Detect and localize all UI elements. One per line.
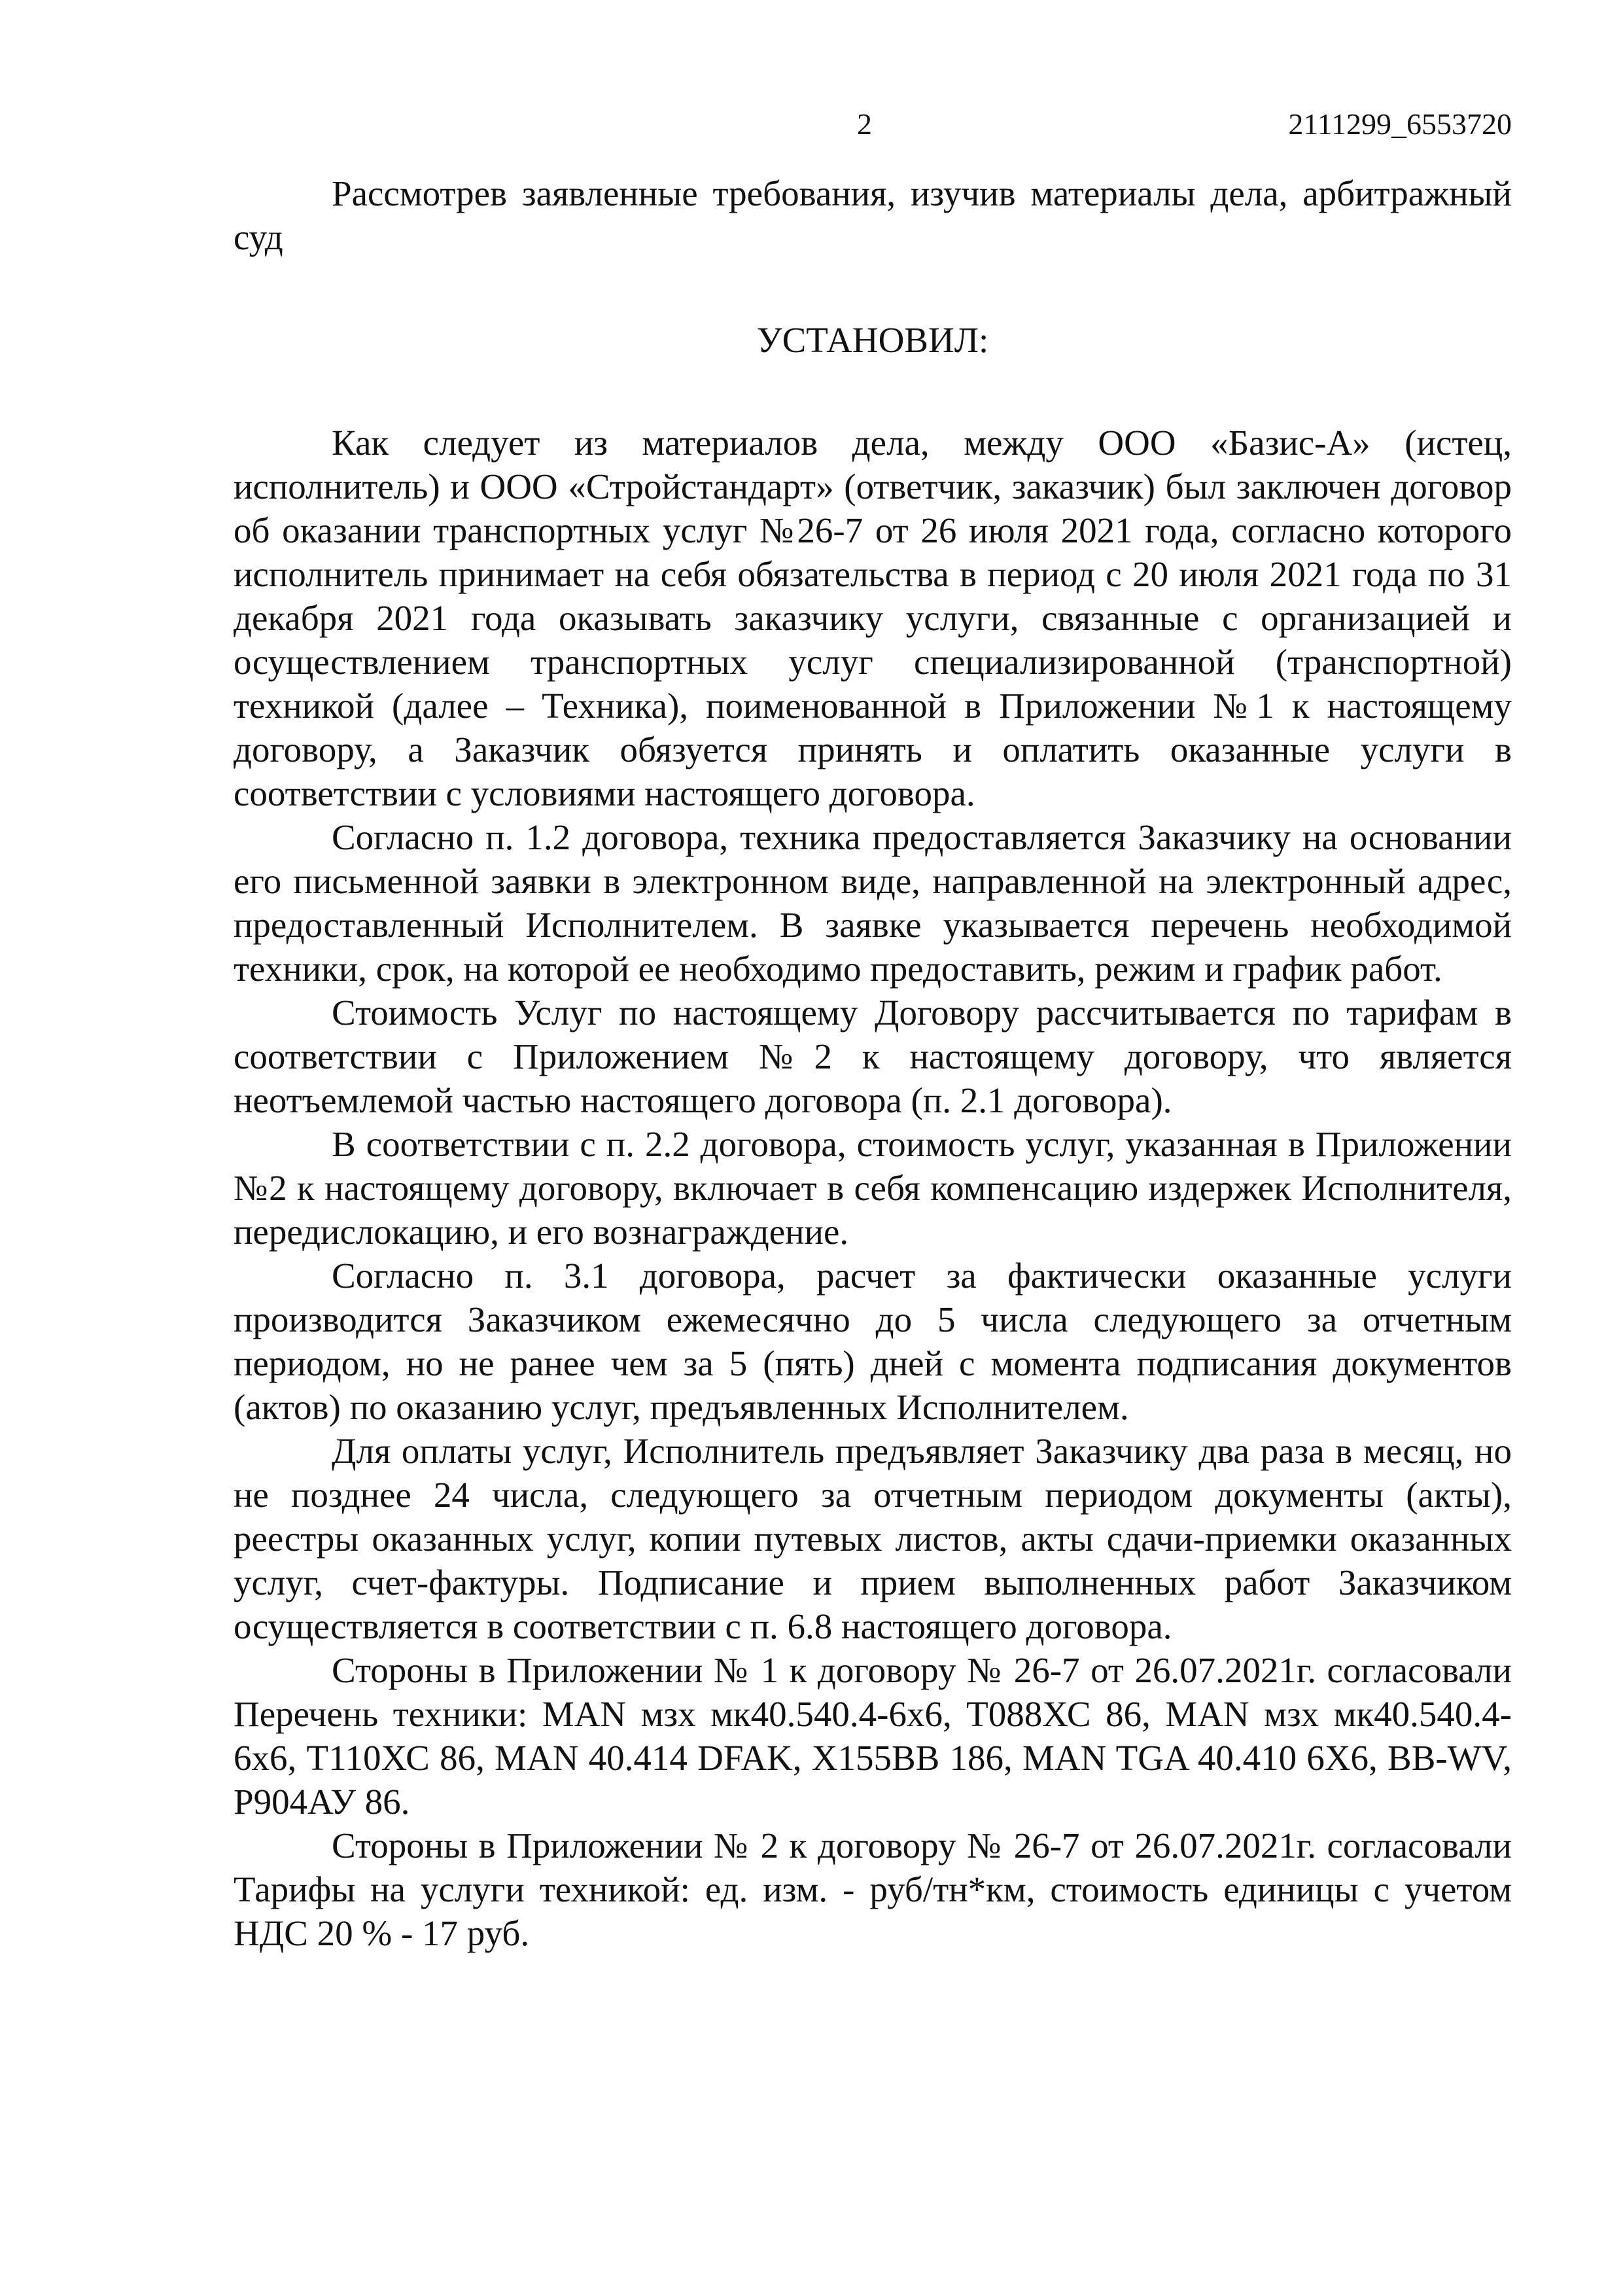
paragraph: Согласно п. 1.2 договора, техника предоставляется Заказчику на основании его письменной заявки в электронном виде, направленной на электронный адрес, предоставленный Исполнителем. В заявке указывается перечень необходимой техники, срок, на которой ее необходимо предоставить, режим и график работ.	[234, 817, 1512, 989]
paragraph: В соответствии с п. 2.2 договора, стоимость услуг, указанная в Приложении №2 к настоящему договору, включает в себя компенсацию издержек Исполнителя, передислокацию, и его вознаграждение.	[234, 1124, 1512, 1252]
paragraph: Согласно п. 3.1 договора, расчет за фактически оказанные услуги производится Заказчиком ежемесячно до 5 числа следующего за отчетным периодом, но не ранее чем за 5 (пять) дней с момента подписания документов (актов) по оказанию услуг, предъявленных Исполнителем.	[234, 1256, 1512, 1427]
section-heading: УСТАНОВИЛ:	[756, 320, 989, 360]
paragraph: Как следует из материалов дела, между ООО «Базис-А» (истец, исполнитель) и ООО «Стройстандарт» (ответчик, заказчик) был заключен договор об оказании транспортных услуг №26-7 от 26 июля 2021 года, согласно которого исполнитель принимает на себя обязательства в период с 20 июля 2021 года по 31 декабря 2021 года оказывать заказчику услуги, связанные с организацией и осуществлением транспортных услуг специализированной (транспортной) техникой (далее – Техника), поименованной в Приложении №1 к настоящему договору, а Заказчик обязуется принять и оплатить оказанные услуги в соответствии с условиями настоящего договора.	[234, 423, 1512, 813]
document-body	[234, 171, 1512, 1955]
page-number: 2	[857, 107, 872, 141]
page-header	[0, 98, 1623, 150]
paragraph: Для оплаты услуг, Исполнитель предъявляет Заказчику два раза в месяц, но не позднее 24 числа, следующего за отчетным периодом документы (акты), реестры оказанных услуг, копии путевых листов, акты сдачи-приемки оказанных услуг, счет-фактуры. Подписание и прием выполненных работ Заказчиком осуществляется в соответствии с п. 6.8 настоящего договора.	[234, 1431, 1512, 1646]
paragraph: Стороны в Приложении № 2 к договору № 26-7 от 26.07.2021г. согласовали Тарифы на услуги техникой: ед. изм. - руб/тн*км, стоимость единицы с учетом НДС 20 % - 17 руб.	[234, 1826, 1512, 1953]
document-id: 2111299_6553720	[1288, 107, 1512, 141]
paragraph: Стороны в Приложении № 1 к договору № 26-7 от 26.07.2021г. согласовали Перечень техники: MAN мзх мк40.540.4-6х6, Т088ХС 86, MAN мзх мк40.540.4-6х6, Т110ХС 86, MAN 40.414 DFAK, Х155ВВ 186, MAN TGA 40.410 6X6, BB-WV, Р904АУ 86.	[234, 1650, 1512, 1822]
intro-paragraph: Рассмотрев заявленные требования, изучив материалы дела, арбитражный суд	[234, 173, 1512, 257]
paragraph: Стоимость Услуг по настоящему Договору рассчитывается по тарифам в соответствии с Приложением №2 к настоящему договору, что является неотъемлемой частью настоящего договора (п. 2.1 договора).	[234, 993, 1512, 1120]
